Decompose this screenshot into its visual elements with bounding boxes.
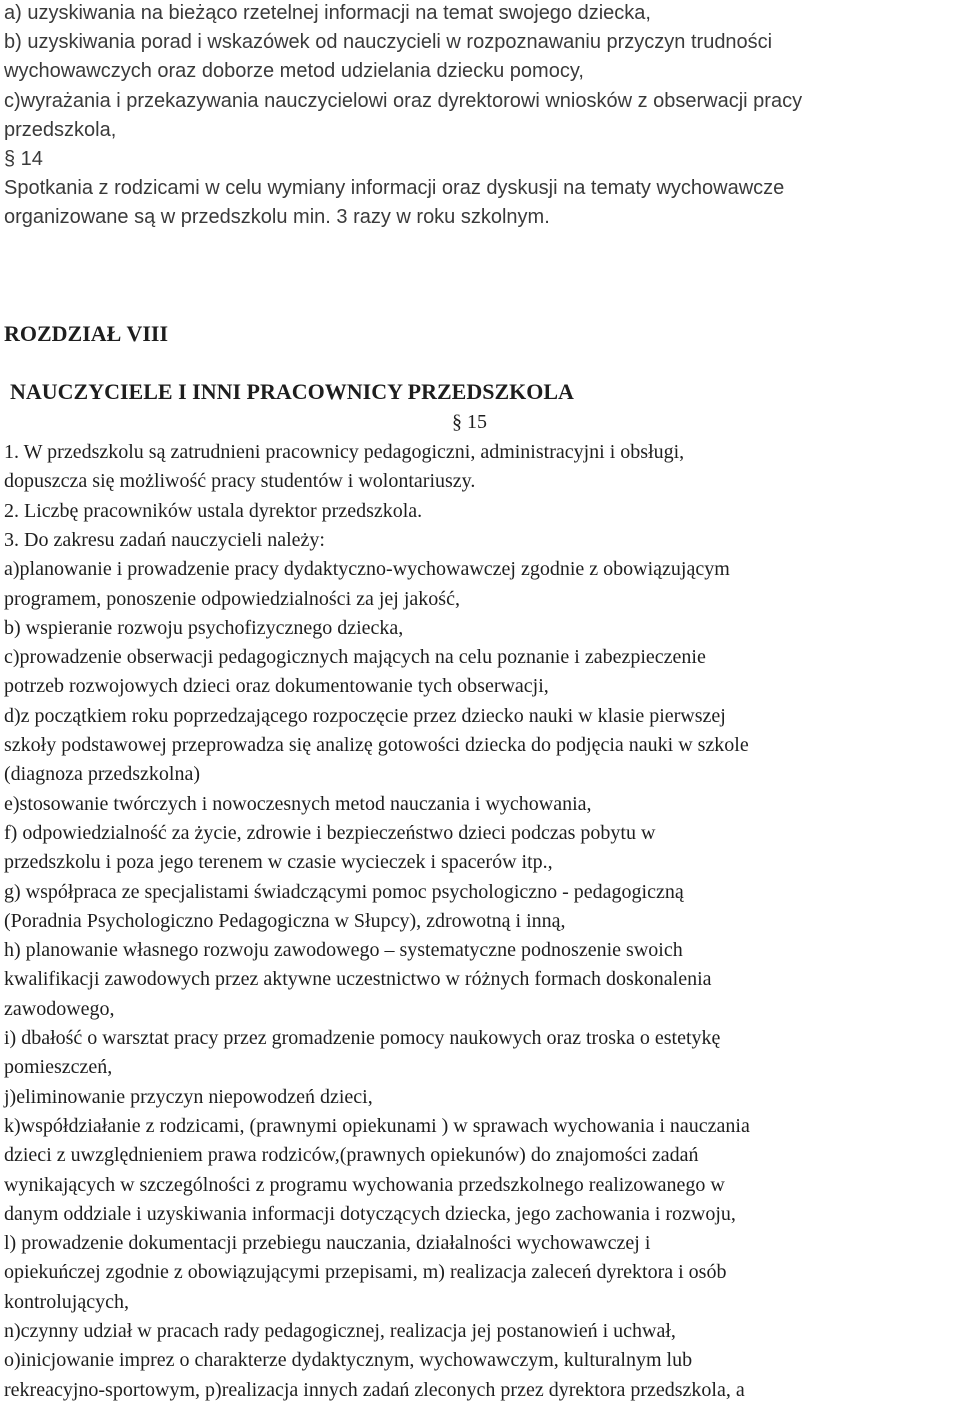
list-item: g) współpraca ze specjalistami świadczącymi pomoc psychologiczno - pedagogiczną xyxy=(4,881,684,903)
list-item: 3. Do zakresu zadań nauczycieli należy: xyxy=(4,529,325,551)
section-marker: § 15 xyxy=(452,411,487,433)
chapter-number: ROZDZIAŁ VIII xyxy=(4,321,169,346)
list-item: potrzeb rozwojowych dzieci oraz dokumentowanie tych obserwacji, xyxy=(4,675,549,697)
section-marker: § 14 xyxy=(4,148,43,170)
list-item: opiekuńczej zgodnie z obowiązującymi przepisami, m) realizacja zaleceń dyrektora i osób xyxy=(4,1261,727,1283)
list-item: dopuszcza się możliwość pracy studentów i wolontariuszy. xyxy=(4,470,476,492)
list-item: a) uzyskiwania na bieżąco rzetelnej informacji na temat swojego dziecka, xyxy=(4,2,651,24)
paragraph: Spotkania z rodzicami w celu wymiany informacji oraz dyskusji na tematy wychowawcze xyxy=(4,177,785,199)
list-item: b) wspieranie rozwoju psychofizycznego dziecka, xyxy=(4,617,404,639)
list-item: e)stosowanie twórczych i nowoczesnych metod nauczania i wychowania, xyxy=(4,793,592,815)
list-item: c)wyrażania i przekazywania nauczycielowi oraz dyrektorowi wniosków z obserwacji pracy xyxy=(4,90,803,112)
list-item: (Poradnia Psychologiczno Pedagogiczna w Słupcy), zdrowotną i inną, xyxy=(4,910,566,932)
list-item: j)eliminowanie przyczyn niepowodzeń dzieci, xyxy=(4,1086,373,1108)
list-item: k)współdziałanie z rodzicami, (prawnymi opiekunami ) w sprawach wychowania i nauczania xyxy=(4,1115,750,1137)
list-item: f) odpowiedzialność za życie, zdrowie i bezpieczeństwo dzieci podczas pobytu w xyxy=(4,822,656,844)
list-item: i) dbałość o warsztat pracy przez gromadzenie pomocy naukowych oraz troska o estetykę xyxy=(4,1027,721,1049)
list-item: kwalifikacji zawodowych przez aktywne uczestnictwo w różnych formach doskonalenia xyxy=(4,968,712,990)
list-item: danym oddziale i uzyskiwania informacji dotyczących dziecka, jego zachowania i rozwoju, xyxy=(4,1203,736,1225)
list-item: dzieci z uwzględnieniem prawa rodziców,(prawnych opiekunów) do znajomości zadań xyxy=(4,1144,699,1166)
list-item: d)z początkiem roku poprzedzającego rozpoczęcie przez dziecko nauki w klasie pierwszej xyxy=(4,705,726,727)
list-item: rekreacyjno-sportowym, p)realizacja innych zadań zleconych przez dyrektora przedszkola, a xyxy=(4,1379,745,1401)
list-item: c)prowadzenie obserwacji pedagogicznych mających na celu poznanie i zabezpieczenie xyxy=(4,646,706,668)
list-item: a)planowanie i prowadzenie pracy dydaktyczno-wychowawczej zgodnie z obowiązującym xyxy=(4,558,730,580)
list-item: h) planowanie własnego rozwoju zawodowego – systematyczne podnoszenie swoich xyxy=(4,939,683,961)
list-item: przedszkolu i poza jego terenem w czasie wycieczek i spacerów itp., xyxy=(4,851,553,873)
list-item: zawodowego, xyxy=(4,998,115,1020)
list-item: l) prowadzenie dokumentacji przebiegu nauczania, działalności wychowawczej i xyxy=(4,1232,651,1254)
list-item: (diagnoza przedszkolna) xyxy=(4,763,201,785)
list-item: 1. W przedszkolu są zatrudnieni pracownicy pedagogiczni, administracyjni i obsługi, xyxy=(4,441,685,463)
list-item: programem, ponoszenie odpowiedzialności za jej jakość, xyxy=(4,588,460,610)
list-item: 2. Liczbę pracowników ustala dyrektor przedszkola. xyxy=(4,500,423,522)
list-item: szkoły podstawowej przeprowadza się analizę gotowości dziecka do podjęcia nauki w szkole xyxy=(4,734,749,756)
list-item: n)czynny udział w pracach rady pedagogicznej, realizacja jej postanowień i uchwał, xyxy=(4,1320,676,1342)
list-item: pomieszczeń, xyxy=(4,1056,113,1078)
list-item: przedszkola, xyxy=(4,119,117,141)
list-item: kontrolujących, xyxy=(4,1291,129,1313)
list-item: o)inicjowanie imprez o charakterze dydaktycznym, wychowawczym, kulturalnym lub xyxy=(4,1349,693,1371)
chapter-title: NAUCZYCIELE I INNI PRACOWNICY PRZEDSZKOLA xyxy=(10,379,574,404)
paragraph: organizowane są w przedszkolu min. 3 razy w roku szkolnym. xyxy=(4,206,550,228)
list-item: wynikających w szczególności z programu wychowania przedszkolnego realizowanego w xyxy=(4,1174,725,1196)
list-item: b) uzyskiwania porad i wskazówek od nauczycieli w rozpoznawaniu przyczyn trudności xyxy=(4,31,773,53)
list-item: wychowawczych oraz doborze metod udzielania dziecku pomocy, xyxy=(4,60,584,82)
